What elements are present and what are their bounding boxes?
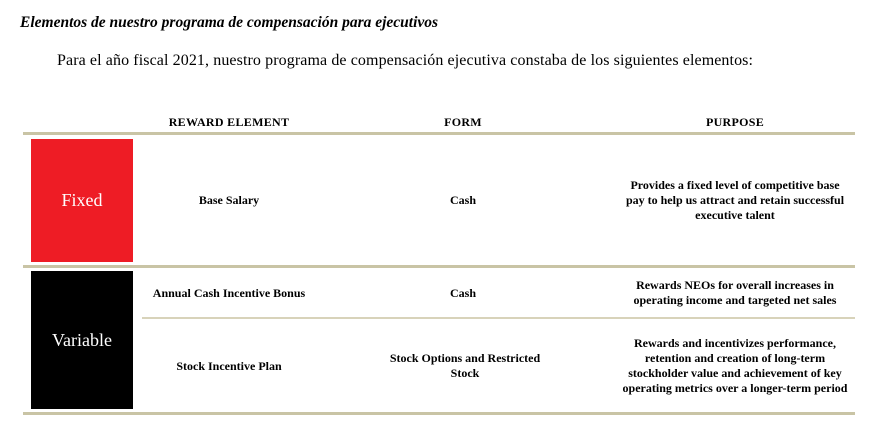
table-cell-purpose: Provides a fixed level of competitive base pay to help us attract and retain successful executive talent	[625, 178, 845, 222]
table-cell-form: Cash	[449, 285, 476, 300]
table-cell-form: Cash	[449, 193, 476, 207]
group-box-fixed: Fixed	[31, 139, 133, 262]
section-heading: Elementos de nuestro programa de compensación para ejecutivos	[20, 14, 439, 31]
header-divider	[23, 132, 855, 135]
column-header-reward-element: REWARD ELEMENT	[168, 115, 290, 129]
table-cell-purpose: Rewards NEOs for overall increases in operating income and targeted net sales	[633, 278, 837, 307]
intro-paragraph: Para el año fiscal 2021, nuestro programa de compensación ejecutiva constaba de los siguientes elementos:	[57, 52, 754, 69]
table-cell-form: Stock Options and Restricted Stock	[389, 351, 541, 380]
group-divider	[23, 265, 855, 268]
table-cell-reward: Base Salary	[198, 193, 260, 207]
column-header-form: FORM	[444, 115, 482, 129]
row-divider	[142, 317, 855, 319]
group-box-variable: Variable	[31, 271, 133, 409]
column-header-purpose: PURPOSE	[705, 115, 765, 129]
table-cell-reward: Annual Cash Incentive Bonus	[152, 285, 306, 300]
table-cell-purpose: Rewards and incentivizes performance, retention and creation of long-term stockholder value and achievement of key operating metrics over a longer-term period	[622, 336, 848, 395]
table-bottom-rule	[23, 412, 855, 415]
table-cell-reward: Stock Incentive Plan	[176, 358, 282, 373]
